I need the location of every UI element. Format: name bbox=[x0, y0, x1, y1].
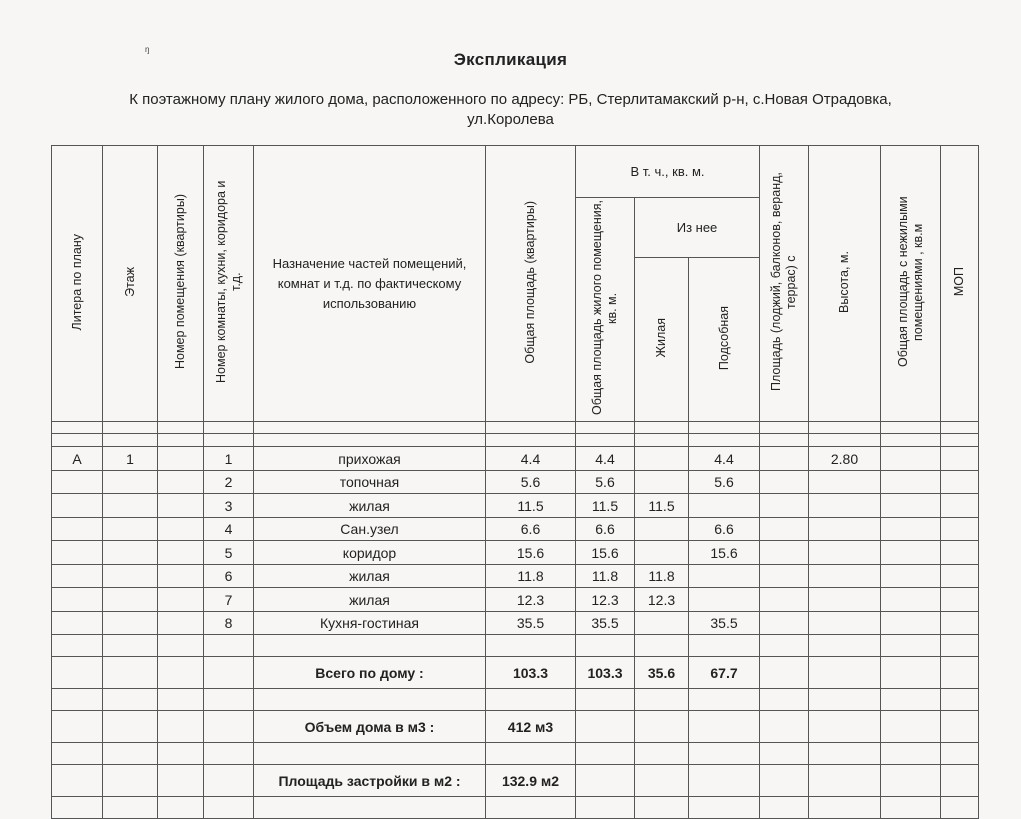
header-aux: Подсобная bbox=[689, 257, 760, 421]
cell-living-total: 5.6 bbox=[576, 471, 635, 494]
header-apt-no: Номер помещения (квартиры) bbox=[158, 146, 204, 422]
total-living-area: 103.3 bbox=[576, 657, 635, 689]
cell-living-total: 15.6 bbox=[576, 541, 635, 565]
cell-total: 11.8 bbox=[486, 565, 576, 588]
header-purpose: Назначение частей помещений, комнат и т.д. по фактическому использованию bbox=[254, 146, 486, 422]
cell-purpose: Кухня-гостиная bbox=[254, 612, 486, 635]
subtitle-line-1: К поэтажному плану жилого дома, расположенного по адресу: РБ, Стерлитамакский р-н, с.Новая Отрадовка, bbox=[129, 91, 892, 108]
table-row bbox=[52, 541, 979, 565]
cell-living-total: 11.8 bbox=[576, 565, 635, 588]
cell-aux: 35.5 bbox=[689, 612, 760, 635]
cell-aux bbox=[689, 588, 760, 612]
cell-aux: 4.4 bbox=[689, 447, 760, 471]
table-row bbox=[52, 447, 979, 471]
cell-purpose: жилая bbox=[254, 494, 486, 518]
cell-living: 11.8 bbox=[635, 565, 689, 588]
cell-living bbox=[635, 612, 689, 635]
header-room-no: Номер комнаты, кухни, коридора и т.д. bbox=[204, 146, 254, 422]
cell-room-no: 6 bbox=[204, 565, 254, 588]
cell-living: 11.5 bbox=[635, 494, 689, 518]
blank-row bbox=[52, 689, 979, 711]
blank-row bbox=[52, 797, 979, 819]
cell-room-no: 4 bbox=[204, 518, 254, 541]
cell-aux: 15.6 bbox=[689, 541, 760, 565]
total-area: 103.3 bbox=[486, 657, 576, 689]
cell-purpose: топочная bbox=[254, 471, 486, 494]
document-title: Экспликация bbox=[453, 50, 568, 69]
table-row bbox=[52, 518, 979, 541]
header-loggia: Площадь (лоджий, балконов, веранд, террас) с bbox=[760, 146, 809, 422]
header-living: Жилая bbox=[635, 257, 689, 421]
cell-total: 5.6 bbox=[486, 471, 576, 494]
header-incl-group: В т. ч., кв. м. bbox=[576, 146, 760, 198]
cell-room-no: 1 bbox=[204, 447, 254, 471]
cell-living bbox=[635, 541, 689, 565]
cell-aux: 5.6 bbox=[689, 471, 760, 494]
header-nonres: Общая площадь с нежилыми помещениями , кв.м bbox=[881, 146, 941, 422]
header-of-which: Из нее bbox=[635, 198, 760, 258]
cell-floor: 1 bbox=[103, 447, 158, 471]
cell-total: 35.5 bbox=[486, 612, 576, 635]
cell-aux bbox=[689, 494, 760, 518]
cell-living bbox=[635, 471, 689, 494]
cell-purpose: жилая bbox=[254, 565, 486, 588]
cell-aux: 6.6 bbox=[689, 518, 760, 541]
summary-row-total bbox=[52, 657, 979, 689]
volume-label: Объем дома в м3 : bbox=[254, 711, 486, 743]
stray-mark: ᵑ bbox=[145, 44, 150, 58]
header-mop: МОП bbox=[941, 146, 979, 422]
volume-value: 412 м3 bbox=[486, 711, 576, 743]
table-row bbox=[52, 471, 979, 494]
table-row bbox=[52, 612, 979, 635]
cell-living-total: 35.5 bbox=[576, 612, 635, 635]
blank-row bbox=[52, 434, 979, 447]
cell-room-no: 3 bbox=[204, 494, 254, 518]
cell-living: 12.3 bbox=[635, 588, 689, 612]
summary-row-volume bbox=[52, 711, 979, 743]
cell-purpose: жилая bbox=[254, 588, 486, 612]
explication-table bbox=[51, 145, 979, 819]
header-total-area: Общая площадь (квартиры) bbox=[486, 146, 576, 422]
subtitle-line-2: ул.Королева bbox=[467, 111, 554, 128]
cell-living bbox=[635, 518, 689, 541]
document-subtitle bbox=[0, 90, 1021, 130]
total-living: 35.6 bbox=[635, 657, 689, 689]
cell-litera: А bbox=[52, 447, 103, 471]
cell-living-total: 6.6 bbox=[576, 518, 635, 541]
header-row-1 bbox=[52, 146, 979, 198]
total-aux: 67.7 bbox=[689, 657, 760, 689]
table-row bbox=[52, 565, 979, 588]
cell-room-no: 7 bbox=[204, 588, 254, 612]
cell-living bbox=[635, 447, 689, 471]
cell-total: 4.4 bbox=[486, 447, 576, 471]
cell-height: 2.80 bbox=[809, 447, 881, 471]
cell-purpose: коридор bbox=[254, 541, 486, 565]
footprint-value: 132.9 м2 bbox=[486, 765, 576, 797]
cell-total: 15.6 bbox=[486, 541, 576, 565]
header-floor: Этаж bbox=[103, 146, 158, 422]
table-row bbox=[52, 494, 979, 518]
blank-row bbox=[52, 635, 979, 657]
cell-aux bbox=[689, 565, 760, 588]
blank-row bbox=[52, 743, 979, 765]
cell-purpose: прихожая bbox=[254, 447, 486, 471]
cell-total: 11.5 bbox=[486, 494, 576, 518]
cell-room-no: 5 bbox=[204, 541, 254, 565]
cell-total: 12.3 bbox=[486, 588, 576, 612]
table-row bbox=[52, 588, 979, 612]
cell-purpose: Сан.узел bbox=[254, 518, 486, 541]
blank-row bbox=[52, 422, 979, 434]
cell-living-total: 12.3 bbox=[576, 588, 635, 612]
cell-living-total: 11.5 bbox=[576, 494, 635, 518]
total-label: Всего по дому : bbox=[254, 657, 486, 689]
footprint-label: Площадь застройки в м2 : bbox=[254, 765, 486, 797]
cell-living-total: 4.4 bbox=[576, 447, 635, 471]
cell-room-no: 2 bbox=[204, 471, 254, 494]
cell-total: 6.6 bbox=[486, 518, 576, 541]
header-height: Высота, м. bbox=[809, 146, 881, 422]
summary-row-footprint bbox=[52, 765, 979, 797]
header-living-total: Общая площадь жилого помещения, кв. м. bbox=[576, 198, 635, 422]
header-litera: Литера по плану bbox=[52, 146, 103, 422]
cell-room-no: 8 bbox=[204, 612, 254, 635]
